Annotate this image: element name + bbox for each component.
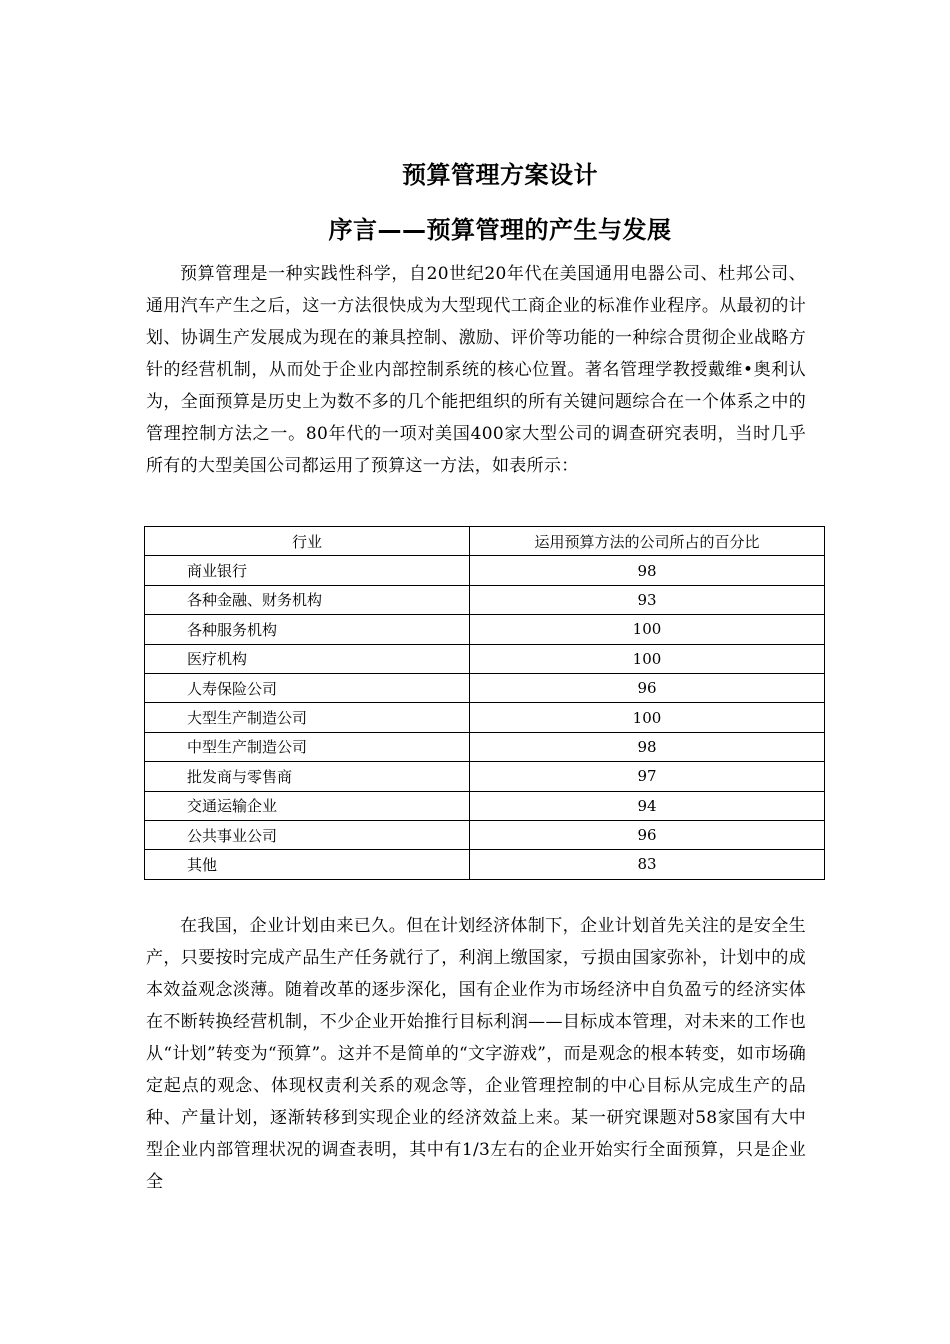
- percent-cell: 97: [470, 762, 825, 791]
- table-row: [145, 615, 825, 644]
- table-row: [145, 644, 825, 673]
- industry-cell: 公共事业公司: [145, 820, 470, 849]
- table-header-row: [145, 527, 825, 556]
- percent-cell: 96: [470, 820, 825, 849]
- industry-cell: 人寿保险公司: [145, 673, 470, 702]
- industry-cell: 交通运输企业: [145, 791, 470, 820]
- industry-cell: 商业银行: [145, 556, 470, 585]
- document-title: 预算管理方案设计: [402, 161, 598, 189]
- industry-cell: 中型生产制造公司: [145, 732, 470, 761]
- percent-cell: 100: [470, 644, 825, 673]
- header-percent: 运用预算方法的公司所占的百分比: [470, 527, 825, 556]
- table-row: [145, 703, 825, 732]
- industry-cell: 各种金融、财务机构: [145, 585, 470, 614]
- percent-cell: 94: [470, 791, 825, 820]
- table-row: [145, 850, 825, 879]
- table-row: [145, 791, 825, 820]
- table-row: [145, 673, 825, 702]
- percent-cell: 96: [470, 673, 825, 702]
- table-row: [145, 732, 825, 761]
- table-row: [145, 585, 825, 614]
- intro-paragraph: 预算管理是一种实践性科学，自20世纪20年代在美国通用电器公司、杜邦公司、通用汽车产生之后，这一方法很快成为大型现代工商企业的标准作业程序。从最初的计划、协调生产发展成为现在的兼具控制、激励、评价等功能的一种综合贯彻企业战略方针的经营机制，从而处于企业内部控制系统的核心位置。著名管理学教授戴维•奥利认为，全面预算是历史上为数不多的几个能把组织的所有关键问题综合在一个体系之中的管理控制方法之一。80年代的一项对美国400家大型公司的调查研究表明，当时几乎所有的大型美国公司都运用了预算这一方法，如表所示：: [146, 264, 806, 476]
- industry-cell: 大型生产制造公司: [145, 703, 470, 732]
- table-row: [145, 762, 825, 791]
- budget-usage-table: [144, 526, 825, 880]
- percent-cell: 98: [470, 556, 825, 585]
- industry-cell: 批发商与零售商: [145, 762, 470, 791]
- table-row: [145, 820, 825, 849]
- percent-cell: 93: [470, 585, 825, 614]
- percent-cell: 100: [470, 703, 825, 732]
- percent-cell: 100: [470, 615, 825, 644]
- percent-cell: 83: [470, 850, 825, 879]
- industry-cell: 其他: [145, 850, 470, 879]
- china-paragraph: 在我国，企业计划由来已久。但在计划经济体制下，企业计划首先关注的是安全生产，只要按时完成产品生产任务就行了，利润上缴国家，亏损由国家弥补，计划中的成本效益观念淡薄。随着改革的逐步深化，国有企业作为市场经济中自负盈亏的经济实体在不断转换经营机制，不少企业开始推行目标利润——目标成本管理，对未来的工作也从“计划”转变为“预算”。这并不是简单的“文字游戏”，而是观念的根本转变，如市场确定起点的观念、体现权责利关系的观念等，企业管理控制的中心目标从完成生产的品种、产量计划，逐渐转移到实现企业的经济效益上来。某一研究课题对58家国有大中型企业内部管理状况的调查表明，其中有1/3左右的企业开始实行全面预算，只是企业全: [146, 916, 806, 1192]
- document-subtitle: 序言——预算管理的产生与发展: [328, 216, 672, 244]
- percent-cell: 98: [470, 732, 825, 761]
- industry-cell: 各种服务机构: [145, 615, 470, 644]
- industry-cell: 医疗机构: [145, 644, 470, 673]
- header-industry: 行业: [145, 527, 470, 556]
- table-row: [145, 556, 825, 585]
